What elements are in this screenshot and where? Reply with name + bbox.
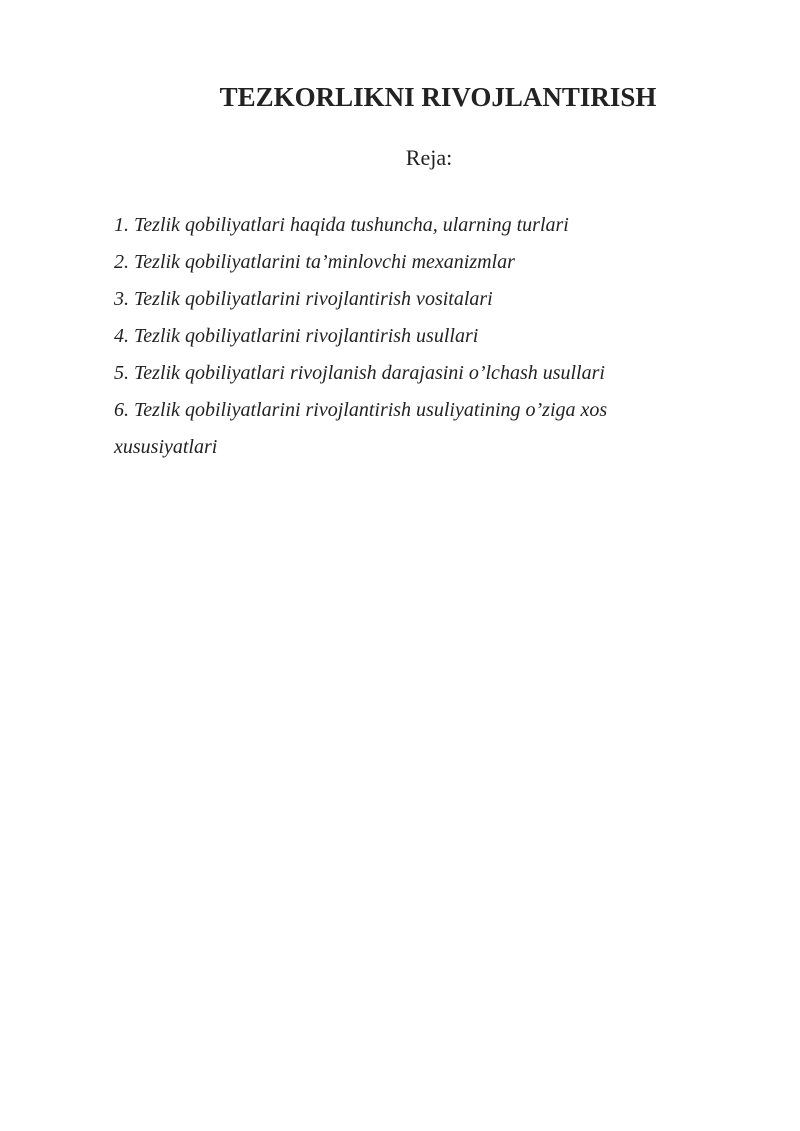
plan-item: 1. Tezlik qobiliyatlari haqida tushuncha, ularning turlari (114, 214, 569, 236)
plan-item: 3. Tezlik qobiliyatlarini rivojlantirish vositalari (114, 288, 493, 310)
document-title: TEZKORLIKNI RIVOJLANTIRISH (219, 82, 657, 112)
plan-item: 6. Tezlik qobiliyatlarini rivojlantirish usuliyatining o’ziga xos xususiyatlari (114, 399, 608, 458)
plan-item: 2. Tezlik qobiliyatlarini ta’minlovchi mexanizmlar (114, 251, 515, 273)
plan-list (114, 207, 674, 466)
plan-heading: Reja: (405, 145, 453, 170)
plan-item: 4. Tezlik qobiliyatlarini rivojlantirish usullari (114, 325, 479, 347)
plan-item: 5. Tezlik qobiliyatlari rivojlanish darajasini o’lchash usullari (114, 362, 605, 384)
